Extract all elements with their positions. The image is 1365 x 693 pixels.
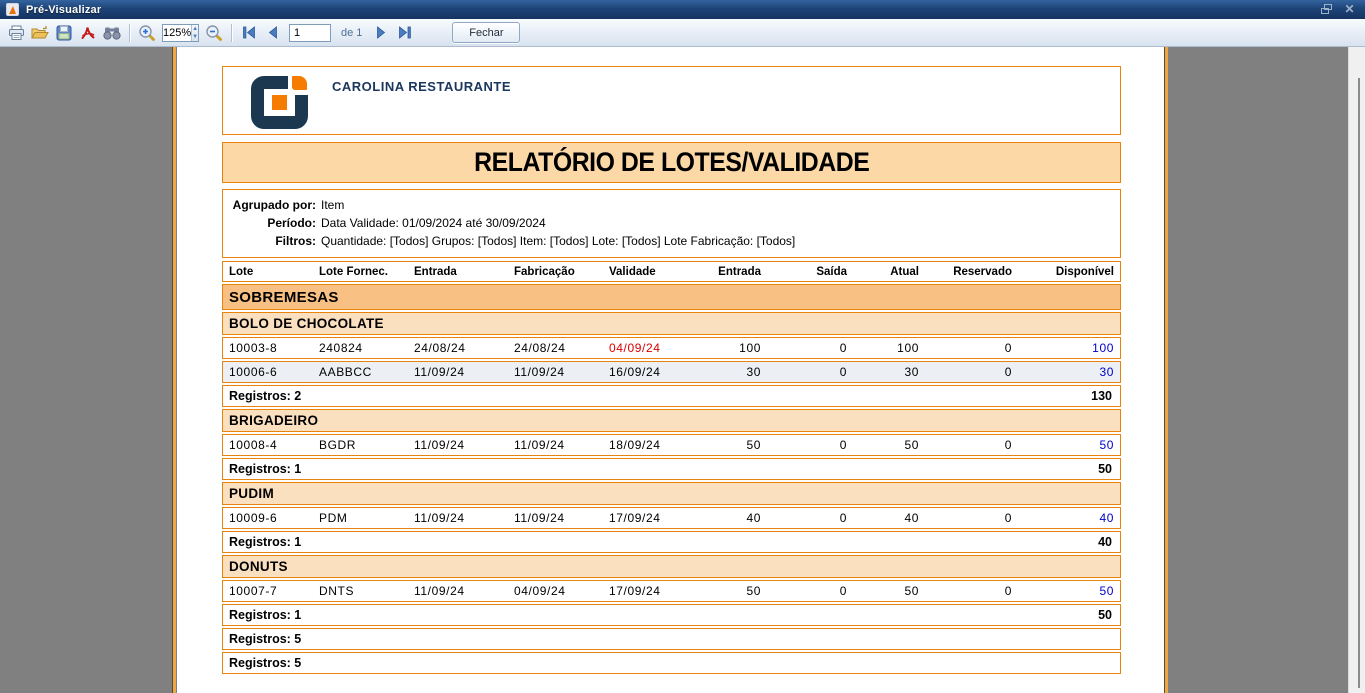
restore-window-icon[interactable] (1319, 2, 1334, 16)
table-cell: 24/08/24 (414, 341, 466, 355)
table-cell: 50 (904, 584, 919, 598)
table-cell: 100 (739, 341, 761, 355)
table-cell: DNTS (319, 584, 355, 598)
table-cell: 10008-4 (229, 438, 278, 452)
toolbar-separator (129, 24, 130, 42)
preview-area (0, 47, 1365, 693)
table-cell: 04/09/24 (514, 584, 566, 598)
toolbar-separator (231, 24, 232, 42)
report (222, 66, 1121, 674)
column-header: Lote (229, 266, 254, 278)
column-header: Reservado (953, 266, 1012, 278)
scrollbar-thumb[interactable] (1358, 78, 1360, 688)
filter-value: Quantidade: [Todos] Grupos: [Todos] Item: [Todos] Lote: [Todos] Lote Fabricação: [Todos] (321, 234, 796, 248)
group-total-value: 130 (1091, 389, 1112, 403)
report-title: RELATÓRIO DE LOTES/VALIDADE (473, 147, 870, 177)
group-total-value: 50 (1098, 608, 1112, 622)
table-header-row (222, 261, 1121, 282)
report-filters (222, 189, 1121, 258)
column-header: Atual (890, 266, 919, 278)
table-cell: 10007-7 (229, 584, 278, 598)
table-cell: 50 (1099, 584, 1114, 598)
zoom-level-spinner[interactable] (162, 24, 199, 42)
company-name: CAROLINA RESTAURANTE (332, 79, 511, 94)
records-count-label: Registros: 5 (229, 656, 302, 670)
table-cell: 40 (746, 511, 761, 525)
table-cell: 0 (1004, 438, 1012, 452)
table-cell: 50 (1099, 438, 1114, 452)
table-cell: 16/09/24 (609, 365, 661, 379)
filter-line (223, 196, 1120, 214)
column-header: Entrada (414, 266, 457, 278)
next-page-icon[interactable] (368, 21, 392, 45)
table-cell: 0 (839, 365, 847, 379)
zoom-out-icon[interactable] (202, 21, 226, 45)
table-cell: 50 (746, 584, 761, 598)
table-cell: 11/09/24 (414, 438, 465, 452)
report-title-band (222, 142, 1121, 183)
close-window-icon[interactable]: ✕ (1344, 2, 1355, 16)
item-footer-row (222, 385, 1121, 407)
table-row (222, 337, 1121, 359)
item-band: BRIGADEIRO (222, 409, 1121, 432)
toolbar (0, 19, 1365, 47)
table-cell: 0 (839, 511, 847, 525)
item-footer-row (222, 604, 1121, 626)
table-cell: 17/09/24 (609, 511, 661, 525)
report-table (222, 261, 1121, 674)
group-band: SOBREMESAS (222, 284, 1121, 310)
column-header: Saída (816, 266, 847, 278)
table-cell: 11/09/24 (514, 511, 565, 525)
table-cell: BGDR (319, 438, 357, 452)
table-cell: 100 (897, 341, 919, 355)
table-cell: 50 (904, 438, 919, 452)
table-row (222, 580, 1121, 602)
title-bar (0, 0, 1365, 19)
item-band: BOLO DE CHOCOLATE (222, 312, 1121, 335)
column-header: Entrada (718, 266, 761, 278)
prev-page-icon[interactable] (261, 21, 285, 45)
filter-line (223, 214, 1120, 232)
records-count-label: Registros: 1 (229, 608, 302, 622)
table-cell: 04/09/24 (609, 341, 661, 355)
table-cell: 0 (1004, 341, 1012, 355)
column-header: Validade (609, 266, 656, 278)
close-preview-button[interactable]: Fechar (452, 22, 520, 43)
app-icon (6, 3, 19, 16)
table-cell: 17/09/24 (609, 584, 661, 598)
filter-label: Filtros: (275, 234, 316, 248)
table-cell: 10003-8 (229, 341, 278, 355)
records-count-label: Registros: 5 (229, 632, 302, 646)
table-cell: 30 (1099, 365, 1114, 379)
vertical-scrollbar[interactable] (1348, 47, 1365, 693)
save-icon[interactable] (52, 21, 76, 45)
table-cell: 10009-6 (229, 511, 278, 525)
zoom-in-icon[interactable] (135, 21, 159, 45)
table-cell: 11/09/24 (414, 584, 465, 598)
zoom-spin-down-icon[interactable]: ▼ (192, 33, 199, 40)
table-cell: 24/08/24 (514, 341, 566, 355)
table-cell: 100 (1092, 341, 1114, 355)
filter-label: Período: (267, 216, 316, 230)
window-title: Pré-Visualizar (26, 3, 102, 16)
table-cell: 0 (1004, 365, 1012, 379)
table-cell: 11/09/24 (514, 365, 565, 379)
report-footer-row (222, 652, 1121, 674)
page-edge-left (172, 47, 176, 693)
table-cell: 0 (1004, 584, 1012, 598)
company-logo-icon (251, 76, 308, 129)
report-page (177, 47, 1164, 693)
table-cell: 0 (839, 341, 847, 355)
group-total-value: 50 (1098, 462, 1112, 476)
table-row (222, 434, 1121, 456)
filter-value: Data Validade: 01/09/2024 até 30/09/2024 (321, 216, 546, 230)
filter-label: Agrupado por: (232, 198, 316, 212)
column-header: Fabricação (514, 266, 575, 278)
table-cell: AABBCC (319, 365, 372, 379)
table-cell: 11/09/24 (414, 511, 465, 525)
print-icon[interactable] (4, 21, 28, 45)
page-count-label: de 1 (341, 26, 363, 39)
table-cell: 240824 (319, 341, 363, 355)
page-number-input[interactable] (289, 24, 331, 42)
table-cell: 11/09/24 (514, 438, 565, 452)
table-cell: 0 (839, 438, 847, 452)
column-header: Lote Fornec. (319, 266, 389, 278)
table-cell: 0 (839, 584, 847, 598)
zoom-level-value: 125% (163, 26, 192, 39)
report-header (222, 66, 1121, 135)
pdf-export-icon[interactable] (76, 21, 100, 45)
table-cell: PDM (319, 511, 348, 525)
last-page-icon[interactable] (392, 21, 416, 45)
table-cell: 50 (746, 438, 761, 452)
table-cell: 40 (1099, 511, 1114, 525)
first-page-icon[interactable] (237, 21, 261, 45)
table-cell: 40 (904, 511, 919, 525)
item-band: PUDIM (222, 482, 1121, 505)
item-footer-row (222, 458, 1121, 480)
records-count-label: Registros: 1 (229, 535, 302, 549)
item-band: DONUTS (222, 555, 1121, 578)
table-cell: 10006-6 (229, 365, 278, 379)
table-cell: 18/09/24 (609, 438, 661, 452)
zoom-spin-up-icon[interactable]: ▲ (192, 25, 199, 32)
records-count-label: Registros: 1 (229, 462, 302, 476)
table-cell: 30 (746, 365, 761, 379)
table-cell: 30 (904, 365, 919, 379)
filter-value: Item (321, 198, 345, 212)
filter-line (223, 232, 1120, 250)
column-header: Disponível (1055, 266, 1114, 278)
open-icon[interactable] (28, 21, 52, 45)
group-footer-row (222, 628, 1121, 650)
table-cell: 0 (1004, 511, 1012, 525)
item-footer-row (222, 531, 1121, 553)
search-icon[interactable] (100, 21, 124, 45)
table-row (222, 507, 1121, 529)
group-total-value: 40 (1098, 535, 1112, 549)
records-count-label: Registros: 2 (229, 389, 302, 403)
page-edge-right (1164, 47, 1168, 693)
table-row (222, 361, 1121, 383)
table-cell: 11/09/24 (414, 365, 465, 379)
